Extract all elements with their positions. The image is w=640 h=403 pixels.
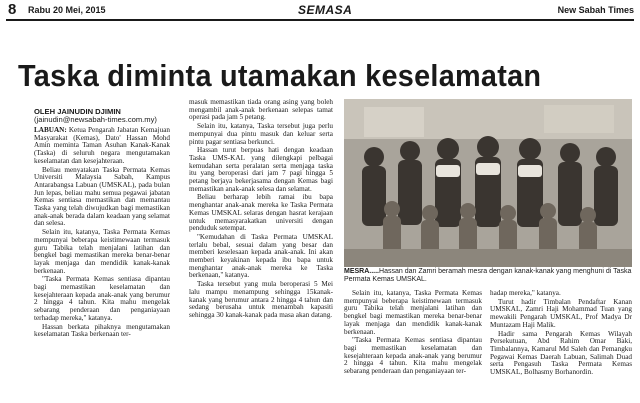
- paragraph-text: Beliau menyatakan Taska Permata Kemas Universiti Malaysia Sabah, Kampus Antarabangsa Labuan (UMSKAL), pada bulan Jun lepas, beliau mahu semua pegawai jabatan Kemas sentiasa memastikan dan memantau Taska yang telah diwujudkan bagi memastikan anak-anak berada dalam keadaan yang selamat dan selesa.: [34, 165, 170, 228]
- paragraph-text: Selain itu, katanya, Taska tersebut juga perlu mempunyai dua pintu masuk dan keluar serta pintu pagar sentiasa berkunci.: [189, 122, 333, 146]
- paragraph-text: Beliau berharap lebih ramai ibu bapa menghantar anak-anak mereka ke Taska Permata Kemas UMSKAL selaras dengan hasrat kerajaan untuk memasyarakatkan universiti dengan penduduk setempat.: [189, 193, 333, 233]
- paragraph-text: Ketua Pengarah Jabatan Kemajuan Masyarakat (Kemas), Dato' Hassan Mohd Amin meminta Taman Asuhan Kanak-Kanak (Taska) di seluruh negara mengutamakan keselamatan dan kesejahteraan.: [34, 126, 170, 165]
- article-paragraph: [34, 324, 170, 339]
- paragraph-text: Turut hadir Timbalan Pendaftar Kanan UMSKAL, Zamri Haji Mohammad Tuan yang mewakili Pengarah UMSKAL, Prof Madya Dr Muntazam Haji Malik.: [490, 297, 632, 329]
- article-column-3: [344, 290, 482, 377]
- article-paragraph: [189, 147, 333, 193]
- paragraph-text: Taska tersebut yang mula beroperasi 5 Mei lalu mampu menampung sehingga 15kanak-kanak yang berumur antara 2 hingga 4 tahun dan sedang berusaha untuk menambah kapasiti sehingga 30 kanak-kanak pada masa akan datang.: [189, 280, 333, 319]
- article-paragraph: [490, 331, 632, 377]
- article-paragraph: [490, 290, 632, 298]
- paragraph-text: masuk memastikan tiada orang asing yang boleh mengambil anak-anak berkenaan selepas tamat operasi pada jam 5 petang.: [189, 98, 333, 122]
- caption-lead: MESRA.....: [344, 268, 380, 275]
- article-paragraph: [344, 337, 482, 376]
- masthead-rule: [6, 19, 634, 21]
- paragraph-text: "Taska Permata Kemas sentiasa dipantau bagi memastikan keselamatan dan kesejahteraan kepada anak-anak yang berumur 2 hingga 4 tahun. Kita mahu mengelak sebarang penderaan dan penganiayaan ter-: [344, 336, 482, 376]
- paragraph-text: Hadir sama Pengarah Kemas Wilayah Persekutuan, Abd Rahim Omar Baki, Timbalannya, Kamarul Md Saleh dan Pemangku Pegawai Kemas Daerah Labuan, Salimah Duad serta Pengasuh Taska Permata Kemas UMSKAL, Bolhasmy Borhanordin.: [490, 329, 632, 377]
- byline: [34, 108, 168, 125]
- article-paragraph: [34, 167, 170, 229]
- article-paragraph: [34, 276, 170, 322]
- section-name: SEMASA: [298, 3, 353, 17]
- article-paragraph: [344, 290, 482, 336]
- dateline: LABUAN:: [34, 126, 67, 134]
- article-column-1: [34, 127, 170, 340]
- article-paragraph: [34, 127, 170, 166]
- paragraph-text: "Taska Permata Kemas sentiasa dipantau bagi memastikan keselamatan dan kesejahteraan kepada anak-anak yang berumur 2 hingga 4 tahun. Kita mahu mengelak sebarang penderaan dan penganiayaan terhadap mereka," katanya.: [34, 275, 170, 322]
- masthead: [8, 1, 634, 18]
- paragraph-text: "Kemudahan di Taska Permata UMSKAL terlalu bebal, sesuai dalam yang besar dan memberi keselesaan kepada anak-anak. Ini akan memberi keyakinan kepada ibu bapa untuk menghantar anak-anak mereka ke Taska berkenaan," katanya.: [189, 232, 333, 280]
- photo-group-image: [344, 99, 632, 267]
- paragraph-text: Selain itu, katanya, Taska Permata Kemas mempunyai beberapa keistimewaan termasuk guru Tabika telah menjalani latihan dan bengkel bagi memastikan mereka benar-benar layak menjaga dan mendidik kanak-kanak berkenaan.: [34, 228, 170, 275]
- caption-text: Hassan dan Zamri beramah mesra dengan kanak-kanak yang menghuni di Taska Permata Kemas UMSKAL.: [344, 268, 632, 283]
- byline-author: OLEH JAINUDIN DJIMIN: [34, 107, 121, 116]
- page-number: 8: [8, 1, 17, 18]
- paragraph-text: Selain itu, katanya, Taska Permata Kemas mempunyai beberapa keistimewaan termasuk guru Tabika telah menjalani latihan dan bengkel bagi memastikan mereka benar-benar layak menjaga dan mendidik kanak-kanak berkenaan.: [344, 289, 482, 336]
- paragraph-text: hadap mereka," katanya.: [490, 289, 561, 297]
- issue-date: Rabu 20 Mei, 2015: [28, 5, 106, 15]
- article-paragraph: [189, 234, 333, 280]
- article-paragraph: [34, 229, 170, 275]
- article-paragraph: [189, 99, 333, 122]
- article-column-2: [189, 99, 333, 321]
- article-paragraph: [189, 123, 333, 146]
- paragraph-text: Hassan berkata pihaknya mengutamakan keselamatan Taska berkenaan ter-: [34, 322, 170, 339]
- paragraph-text: Hassan turut berpuas hati dengan keadaan Taska UMS-KAL yang dilengkapi pelbagai kemudahan serta peralatan serta menjaga taska itu yang beroperasi dari jam 7 pagi hingga 5 petang berjaya bekerjasama dengan Kemas bagi memastikan anak-anak selesa dan selamat.: [189, 146, 333, 193]
- article-column-4: [490, 290, 632, 378]
- newspaper-name: New Sabah Times: [557, 5, 634, 15]
- headline: Taska diminta utamakan keselamatan: [18, 58, 542, 93]
- article-paragraph: [189, 194, 333, 233]
- byline-email: (jainudin@newsabah-times.com.my): [34, 115, 157, 125]
- article-paragraph: [490, 299, 632, 330]
- news-photo: [344, 99, 632, 267]
- photo-caption: [344, 268, 632, 284]
- article-paragraph: [189, 281, 333, 320]
